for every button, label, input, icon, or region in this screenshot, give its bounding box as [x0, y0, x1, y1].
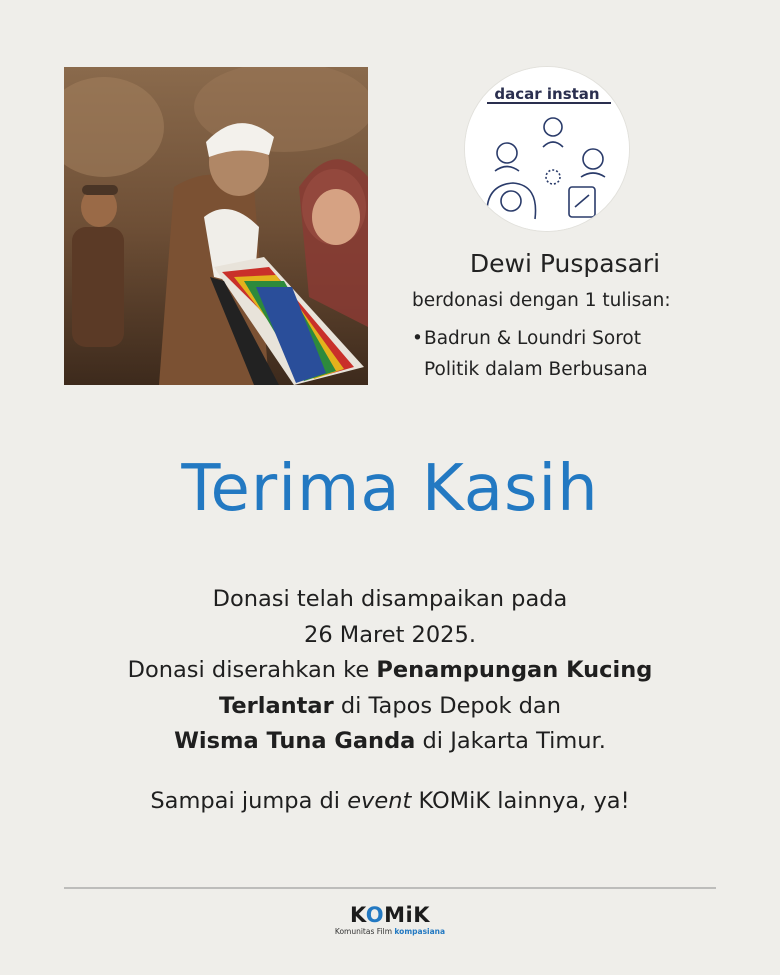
recipient-name: Penampungan Kucing — [376, 657, 653, 683]
message-line-1: Donasi telah disampaikan pada — [212, 586, 568, 612]
donor-avatar — [465, 67, 629, 231]
message-line-2: 26 Maret 2025. — [304, 621, 476, 648]
closing-italic: event — [347, 788, 412, 814]
tagline-text: Komunitas Film — [334, 927, 395, 936]
logo-letter-o: O — [365, 903, 385, 927]
komik-logo — [330, 903, 450, 943]
closing-text: KOMiK lainnya, ya! — [411, 788, 630, 814]
message-text: di Tapos Depok dan — [333, 692, 561, 719]
bullet-marker: • — [412, 328, 423, 349]
message-line-3 — [0, 653, 780, 689]
writing-title-line1: Badrun & Loundri Sorot — [424, 328, 641, 349]
donation-message — [0, 582, 780, 760]
movie-poster-image — [64, 67, 368, 385]
message-text: Donasi diserahkan ke — [127, 657, 377, 683]
tagline-brand: kompasiana — [394, 927, 446, 936]
donor-name: Dewi Puspasari — [469, 249, 661, 278]
logo-wordmark — [330, 903, 450, 927]
closing-text: Sampai jumpa di — [150, 788, 348, 814]
donation-description: berdonasi dengan 1 tulisan: — [412, 290, 671, 311]
message-line-4 — [0, 689, 780, 725]
closing-message — [0, 788, 780, 814]
divider — [64, 887, 716, 889]
avatar-logo-text: dacar instan — [494, 85, 600, 103]
recipient-name: Terlantar — [219, 692, 334, 719]
message-line-5 — [0, 724, 780, 760]
message-text: di Jakarta Timur. — [415, 728, 606, 754]
recipient-name: Wisma Tuna Ganda — [174, 728, 416, 754]
list-item — [412, 323, 732, 385]
logo-tagline — [330, 927, 450, 937]
writing-list — [412, 323, 732, 385]
logo-letter: K — [349, 903, 366, 927]
thank-you-headline: Terima Kasih — [181, 452, 599, 526]
logo-letters: MiK — [384, 903, 431, 927]
writing-title-line2: Politik dalam Berbusana — [424, 359, 648, 380]
